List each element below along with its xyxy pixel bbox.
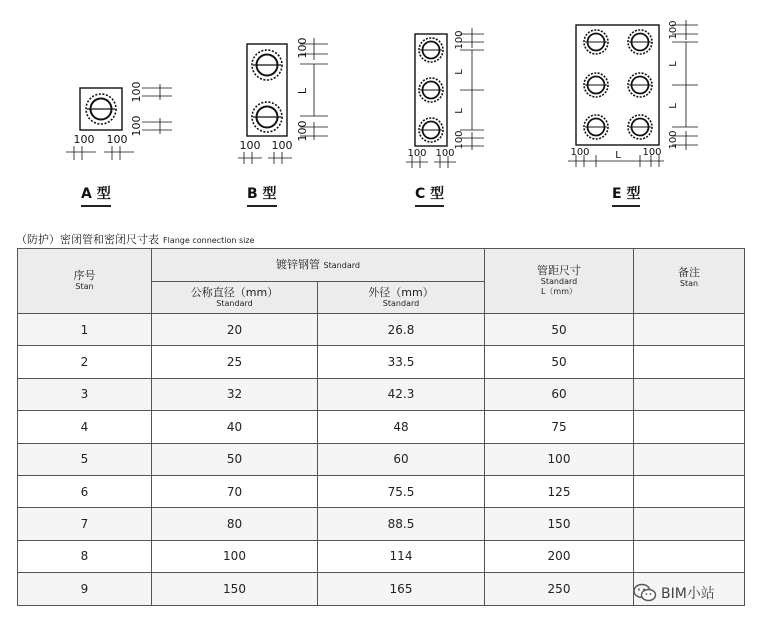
dim-l: L	[296, 87, 309, 95]
cell-spacing: 50	[485, 314, 634, 346]
cell-seq: 7	[18, 508, 152, 540]
caption-english: Flange connection size	[163, 236, 255, 245]
flange-size-table	[17, 248, 745, 606]
cell-spacing: 200	[485, 540, 634, 572]
flange-diagrams	[0, 0, 768, 225]
table-caption	[16, 231, 254, 247]
cell-nominal: 150	[152, 573, 318, 605]
cell-remark	[634, 346, 745, 378]
cell-seq: 9	[18, 573, 152, 605]
cell-spacing: 125	[485, 475, 634, 507]
watermark-text: BIM小站	[661, 586, 715, 602]
cell-outer: 88.5	[318, 508, 485, 540]
cell-nominal: 40	[152, 411, 318, 443]
diagram-a	[66, 82, 172, 161]
type-label-c: C 型	[415, 183, 444, 207]
dim-100: 100	[435, 148, 455, 159]
dim-l: L	[668, 61, 679, 67]
dim-100: 100	[130, 81, 143, 103]
table-row	[18, 508, 745, 540]
cell-seq: 8	[18, 540, 152, 572]
dim-100: 100	[106, 133, 128, 146]
dim-100: 100	[570, 147, 590, 158]
cell-spacing: 75	[485, 411, 634, 443]
dim-100: 100	[454, 130, 465, 150]
dim-100: 100	[296, 120, 309, 142]
type-label-a: A 型	[81, 183, 111, 207]
table-row	[18, 346, 745, 378]
cell-nominal: 100	[152, 540, 318, 572]
dim-100: 100	[130, 115, 143, 137]
cell-outer: 33.5	[318, 346, 485, 378]
cell-seq: 1	[18, 314, 152, 346]
table-row	[18, 378, 745, 410]
cell-remark	[634, 411, 745, 443]
diagram-e	[568, 20, 698, 167]
cell-nominal: 70	[152, 475, 318, 507]
cell-outer: 42.3	[318, 378, 485, 410]
cell-seq: 6	[18, 475, 152, 507]
cell-remark	[634, 508, 745, 540]
type-label-e: E 型	[612, 183, 640, 207]
header-pipe: 镀锌钢管 Standard	[152, 249, 485, 282]
cell-outer: 75.5	[318, 475, 485, 507]
cell-remark	[634, 475, 745, 507]
table-row	[18, 475, 745, 507]
cell-spacing: 250	[485, 573, 634, 605]
table-row	[18, 540, 745, 572]
cell-nominal: 32	[152, 378, 318, 410]
cell-outer: 114	[318, 540, 485, 572]
dim-l: L	[668, 103, 679, 109]
dim-100: 100	[454, 30, 465, 50]
type-label-b: B 型	[247, 183, 277, 207]
wechat-icon	[633, 583, 657, 603]
cell-outer: 26.8	[318, 314, 485, 346]
cell-seq: 4	[18, 411, 152, 443]
watermark	[633, 580, 748, 606]
cell-remark	[634, 443, 745, 475]
dim-100: 100	[668, 130, 679, 150]
cell-nominal: 50	[152, 443, 318, 475]
cell-seq: 5	[18, 443, 152, 475]
dim-100: 100	[239, 139, 261, 152]
cell-spacing: 50	[485, 346, 634, 378]
cell-nominal: 25	[152, 346, 318, 378]
table-row	[18, 411, 745, 443]
header-spacing: 管距尺寸 Standard L（mm）	[485, 249, 634, 314]
dim-100: 100	[642, 147, 662, 158]
cell-seq: 2	[18, 346, 152, 378]
header-remark: 备注 Stan	[634, 249, 745, 314]
dim-100: 100	[296, 37, 309, 59]
cell-outer: 48	[318, 411, 485, 443]
dim-100: 100	[668, 20, 679, 40]
dim-100: 100	[407, 148, 427, 159]
diagram-b	[238, 38, 328, 165]
table-row	[18, 314, 745, 346]
cell-seq: 3	[18, 378, 152, 410]
dim-l: L	[454, 108, 465, 114]
header-outer-diameter: 外径（mm） Standard	[318, 282, 485, 314]
dim-100: 100	[73, 133, 95, 146]
cell-nominal: 80	[152, 508, 318, 540]
table-row	[18, 443, 745, 475]
dim-100: 100	[271, 139, 293, 152]
cell-nominal: 20	[152, 314, 318, 346]
dim-l: L	[454, 69, 465, 75]
header-seq: 序号 Stan	[18, 249, 152, 314]
dim-l: L	[615, 150, 621, 161]
table-body	[18, 314, 745, 606]
cell-outer: 60	[318, 443, 485, 475]
cell-outer: 165	[318, 573, 485, 605]
cell-spacing: 150	[485, 508, 634, 540]
cell-spacing: 60	[485, 378, 634, 410]
cell-remark	[634, 378, 745, 410]
cell-remark	[634, 540, 745, 572]
cell-spacing: 100	[485, 443, 634, 475]
caption-text: （防护）密闭管和密闭尺寸表	[16, 233, 159, 246]
header-nominal-diameter: 公称直径（mm） Standard	[152, 282, 318, 314]
cell-remark	[634, 314, 745, 346]
diagram-c	[406, 28, 484, 168]
